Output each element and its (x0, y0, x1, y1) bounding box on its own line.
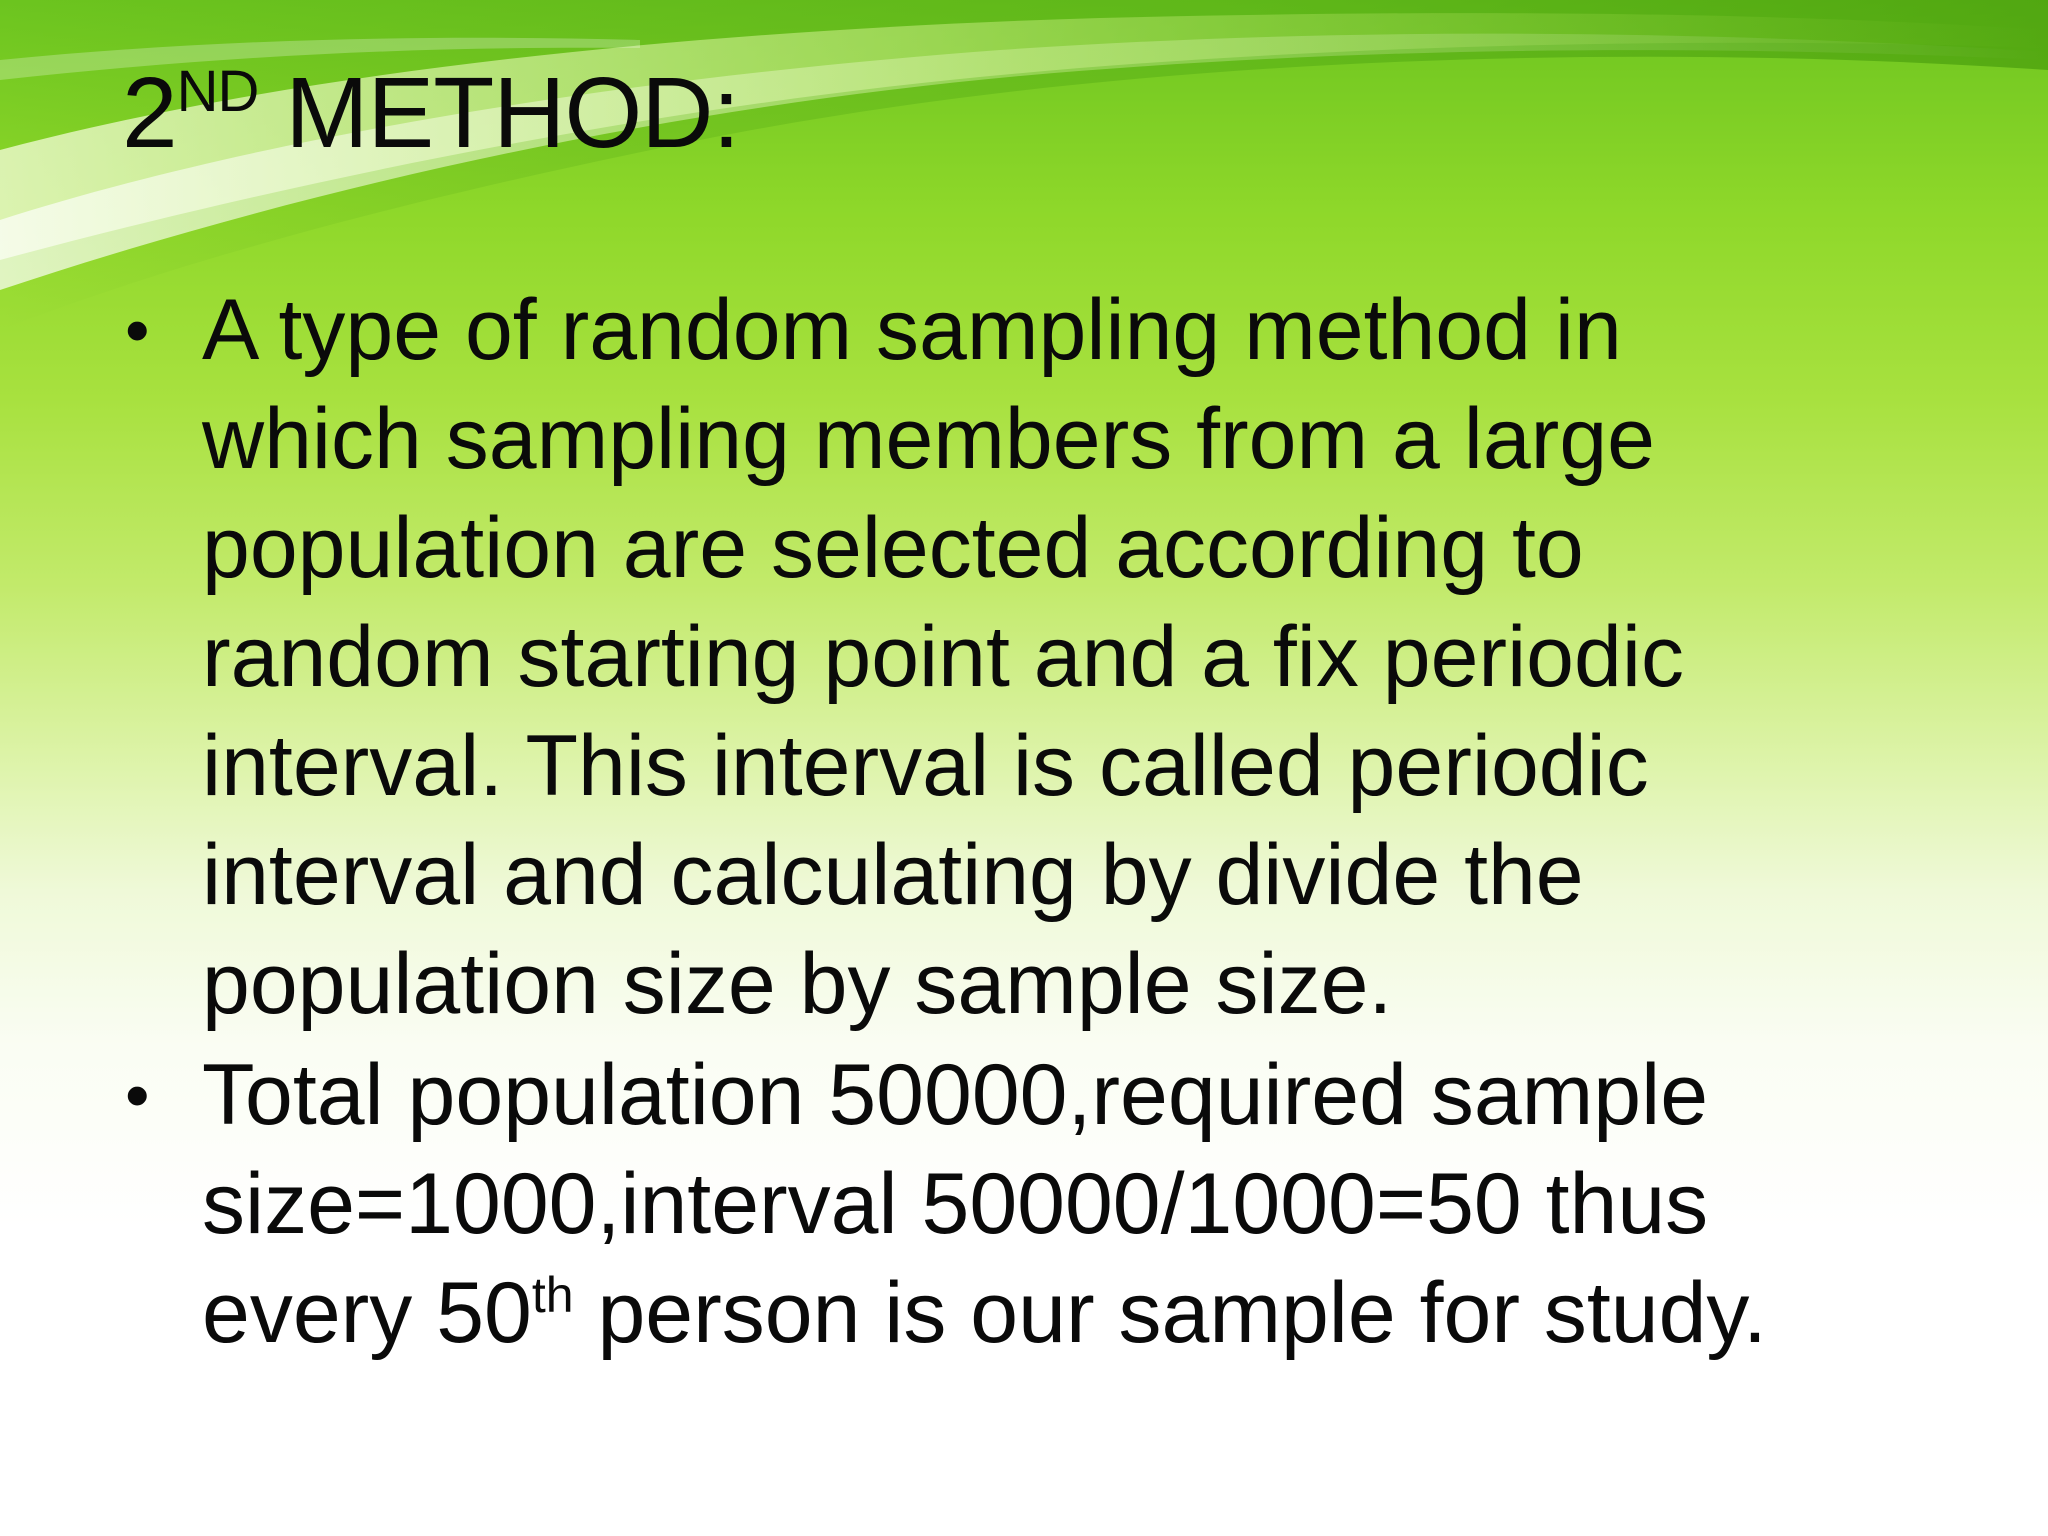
bullet-line: population are selected according to (202, 500, 1584, 596)
bullet-line: Total population 50000,required sample (202, 1047, 1709, 1143)
bullet-line: A type of random sampling method in (202, 282, 1622, 378)
bullet-line: interval and calculating by divide the (202, 827, 1584, 923)
bullet-marker: • (125, 291, 150, 369)
bullet-line: interval. This interval is called periodic (202, 718, 1649, 814)
bullet-line-last (202, 1259, 2002, 1368)
bullet-list (122, 276, 2002, 1370)
slide-title (122, 58, 739, 168)
last-line-after: person is our sample for study. (573, 1265, 1767, 1361)
title-superscript: ND (176, 59, 259, 125)
title-prefix: 2 (122, 57, 177, 169)
bullet-marker: • (125, 1056, 150, 1134)
bullet-item-example (122, 1041, 2002, 1368)
bullet-line: random starting point and a fix periodic (202, 609, 1684, 705)
bullet-item-definition (122, 276, 2002, 1039)
bullet-line: size=1000,interval 50000/1000=50 thus (202, 1156, 1709, 1252)
title-rest: METHOD: (258, 57, 740, 169)
bullet-line: population size by sample size. (202, 936, 1393, 1032)
bullet-line: which sampling members from a large (202, 391, 1655, 487)
last-line-before: every 50 (202, 1265, 532, 1361)
ordinal-superscript: th (531, 1267, 574, 1323)
